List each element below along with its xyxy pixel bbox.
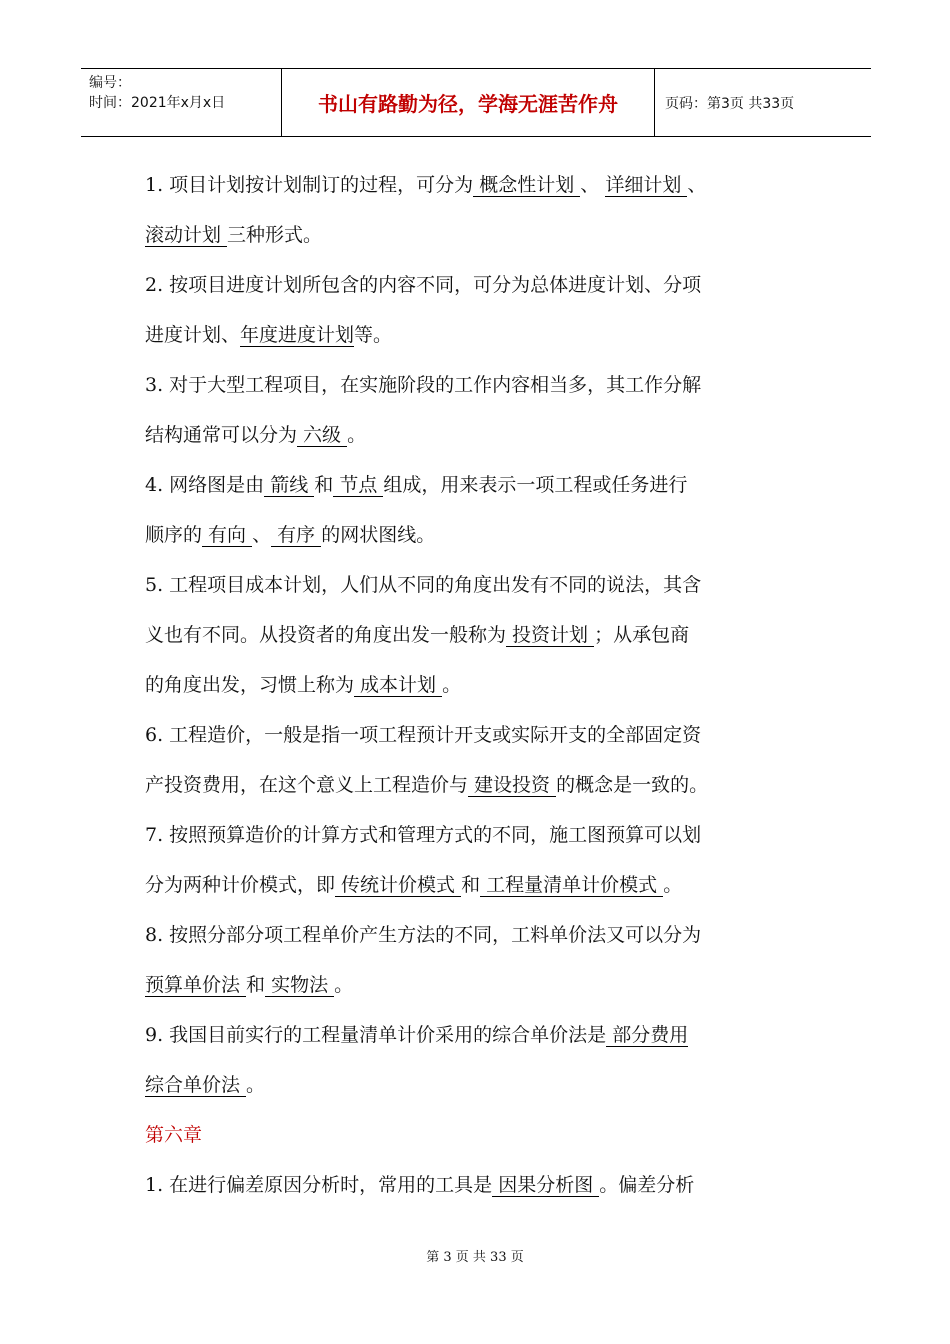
text-segment: 9. 我国目前实行的工程量清单计价采用的综合单价法是 — [145, 1024, 607, 1046]
text-segment: 6. 工程造价，一般是指一项工程预计开支或实际开支的全部固定资 — [145, 724, 702, 746]
header-left-cell — [81, 69, 282, 136]
text-segment: 。 — [347, 424, 367, 446]
text-line — [145, 818, 815, 868]
text-segment: 分为两种计价模式，即 — [145, 874, 336, 896]
text-segment: 8. 按照分部分项工程单价产生方法的不同，工料单价法又可以分为 — [145, 924, 702, 946]
answer-blank: 节点 — [333, 474, 384, 496]
date-label: 时间：2021年x月x日 — [89, 95, 226, 111]
page-footer: 第 3 页 共 33 页 — [426, 1250, 524, 1265]
text-segment: 和 — [461, 874, 481, 896]
text-line — [145, 768, 815, 818]
text-segment: 。 — [334, 974, 354, 996]
answer-blank: 综合单价法 — [145, 1074, 247, 1096]
answer-blank: 工程量清单计价模式 — [480, 874, 664, 896]
text-line — [145, 668, 815, 718]
text-line — [145, 1118, 815, 1168]
text-line — [145, 718, 815, 768]
answer-blank: 建设投资 — [468, 774, 557, 796]
answer-blank: 投资计划 — [506, 624, 595, 646]
text-segment: 。 — [663, 874, 683, 896]
text-line — [145, 918, 815, 968]
text-line — [145, 518, 815, 568]
text-line — [145, 418, 815, 468]
text-line — [145, 468, 815, 518]
text-segment: 5. 工程项目成本计划，人们从不同的角度出发有不同的说法，其含 — [145, 574, 702, 596]
text-segment: 。偏差分析 — [599, 1174, 695, 1196]
answer-blank: 有向 — [202, 524, 253, 546]
answer-blank: 六级 — [297, 424, 348, 446]
text-segment: 三种形式。 — [227, 224, 323, 246]
text-line — [145, 1068, 815, 1118]
answer-blank: 概念性计划 — [473, 174, 581, 196]
text-segment: 7. 按照预算造价的计算方式和管理方式的不同，施工图预算可以划 — [145, 824, 702, 846]
document-header — [81, 68, 871, 137]
answer-blank: 箭线 — [264, 474, 315, 496]
text-segment: ；从承包商 — [594, 624, 690, 646]
text-segment: 。 — [442, 674, 462, 696]
text-segment: 义也有不同。从投资者的角度出发一般称为 — [145, 624, 507, 646]
answer-blank: 滚动计划 — [145, 224, 228, 246]
text-segment: 。 — [246, 1074, 266, 1096]
text-segment: 组成，用来表示一项工程或任务进行 — [383, 474, 688, 496]
text-segment: 、 — [687, 174, 707, 196]
text-segment: 和 — [314, 474, 334, 496]
text-line — [145, 568, 815, 618]
text-segment: 进度计划、 — [145, 324, 241, 346]
text-line — [145, 218, 815, 268]
document-body — [145, 168, 815, 1218]
text-segment: 的角度出发，习惯上称为 — [145, 674, 355, 696]
text-line — [145, 968, 815, 1018]
text-line — [145, 368, 815, 418]
text-segment: 3. 对于大型工程项目，在实施阶段的工作内容相当多，其工作分解 — [145, 374, 702, 396]
text-segment: 4. 网络图是由 — [145, 474, 265, 496]
text-segment: 、 — [252, 524, 272, 546]
answer-blank: 部分费用 — [606, 1024, 689, 1046]
text-line — [145, 1018, 815, 1068]
motto: 书山有路勤为径，学海无涯苦作舟 — [282, 69, 655, 136]
chapter-heading: 第六章 — [145, 1124, 203, 1146]
answer-blank: 传统计价模式 — [335, 874, 462, 896]
answer-blank: 成本计划 — [354, 674, 443, 696]
text-segment: 的网状图线。 — [321, 524, 436, 546]
text-line — [145, 868, 815, 918]
number-label: 编号： — [89, 75, 131, 91]
answer-blank: 年度进度计划 — [240, 324, 355, 346]
text-segment: 1. 项目计划按计划制订的过程，可分为 — [145, 174, 474, 196]
text-segment: 、 — [580, 174, 606, 196]
answer-blank: 因果分析图 — [492, 1174, 600, 1196]
text-segment: 结构通常可以分为 — [145, 424, 298, 446]
text-line — [145, 268, 815, 318]
text-segment: 产投资费用，在这个意义上工程造价与 — [145, 774, 469, 796]
text-segment: 和 — [246, 974, 266, 996]
text-segment: 1. 在进行偏差原因分析时，常用的工具是 — [145, 1174, 493, 1196]
answer-blank: 详细计划 — [605, 174, 688, 196]
text-line — [145, 168, 815, 218]
text-line — [145, 1168, 815, 1218]
text-segment: 的概念是一致的。 — [556, 774, 709, 796]
page-info: 页码：第3页 共33页 — [665, 95, 795, 112]
answer-blank: 有序 — [271, 524, 322, 546]
text-segment: 等。 — [354, 324, 393, 346]
text-segment: 2. 按项目进度计划所包含的内容不同，可分为总体进度计划、分项 — [145, 274, 702, 296]
answer-blank: 预算单价法 — [145, 974, 247, 996]
text-segment: 顺序的 — [145, 524, 203, 546]
text-line — [145, 318, 815, 368]
text-line — [145, 618, 815, 668]
answer-blank: 实物法 — [265, 974, 335, 996]
